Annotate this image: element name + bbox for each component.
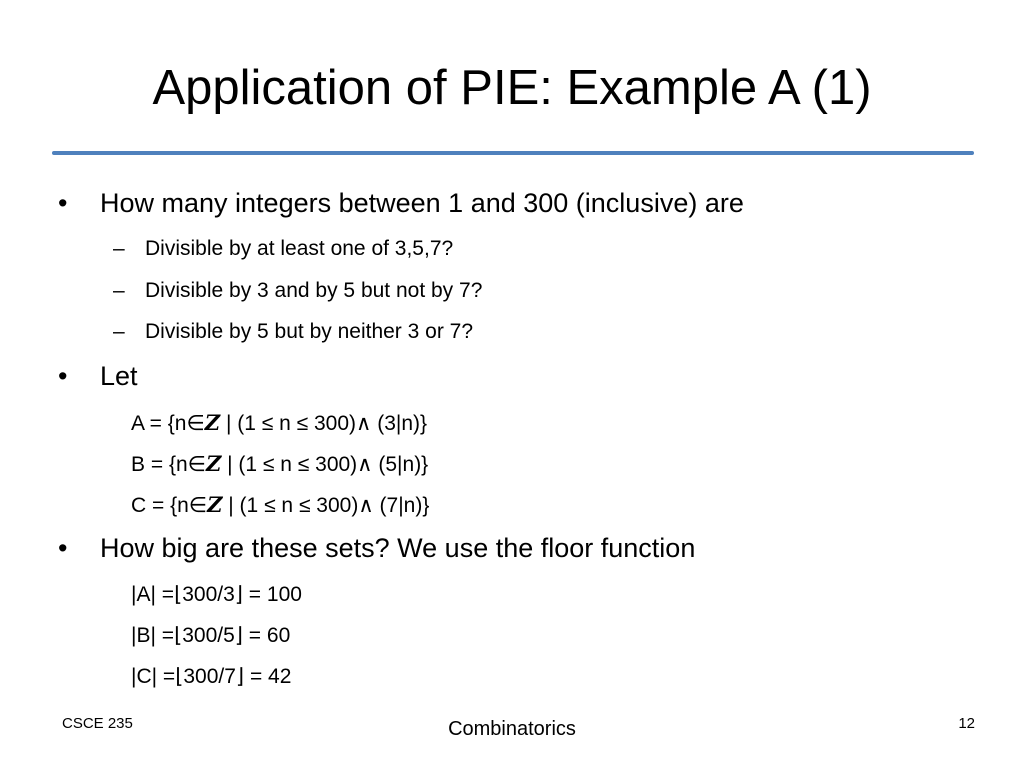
set-def-condition: | (1 ≤ n ≤ 300)∧ (3|n)}	[220, 412, 428, 435]
bullet-text: How big are these sets? We use the floor function	[100, 533, 696, 563]
sub-item-text: Divisible by at least one of 3,5,7?	[145, 237, 454, 260]
set-definition-c	[131, 492, 429, 518]
sub-item-text: Divisible by 5 but by neither 3 or 7?	[145, 320, 474, 343]
set-def-condition: | (1 ≤ n ≤ 300)∧ (7|n)}	[222, 494, 430, 517]
bullet-text: How many integers between 1 and 300 (inclusive) are	[100, 188, 744, 218]
set-definition-b	[131, 451, 428, 477]
cardinality-c: |C| =⌊300/7⌋ = 42	[131, 665, 292, 688]
set-def-prefix: A = {n∈	[131, 412, 205, 435]
set-def-prefix: C = {n∈	[131, 494, 208, 517]
integers-symbol: Z	[207, 492, 223, 517]
integers-symbol: Z	[204, 410, 221, 435]
bullet-text: Let	[100, 361, 138, 391]
dash-icon: –	[113, 237, 125, 260]
bullet-icon: •	[58, 361, 68, 391]
bullet-icon: •	[58, 533, 68, 563]
set-def-prefix: B = {n∈	[131, 453, 206, 476]
footer-course-code: CSCE 235	[62, 715, 133, 732]
cardinality-b: |B| =⌊300/5⌋ = 60	[131, 624, 291, 647]
dash-icon: –	[113, 320, 125, 343]
footer-topic: Combinatorics	[448, 718, 576, 740]
set-definition-a	[131, 410, 427, 436]
bullet-icon: •	[58, 188, 68, 218]
integers-symbol: Z	[205, 451, 222, 476]
sub-item-text: Divisible by 3 and by 5 but not by 7?	[145, 279, 483, 302]
set-def-condition: | (1 ≤ n ≤ 300)∧ (5|n)}	[221, 453, 429, 476]
slide-number: 12	[958, 715, 975, 732]
dash-icon: –	[113, 279, 125, 302]
slide-title: Application of PIE: Example A (1)	[152, 61, 872, 115]
cardinality-a: |A| =⌊300/3⌋ = 100	[131, 583, 302, 606]
